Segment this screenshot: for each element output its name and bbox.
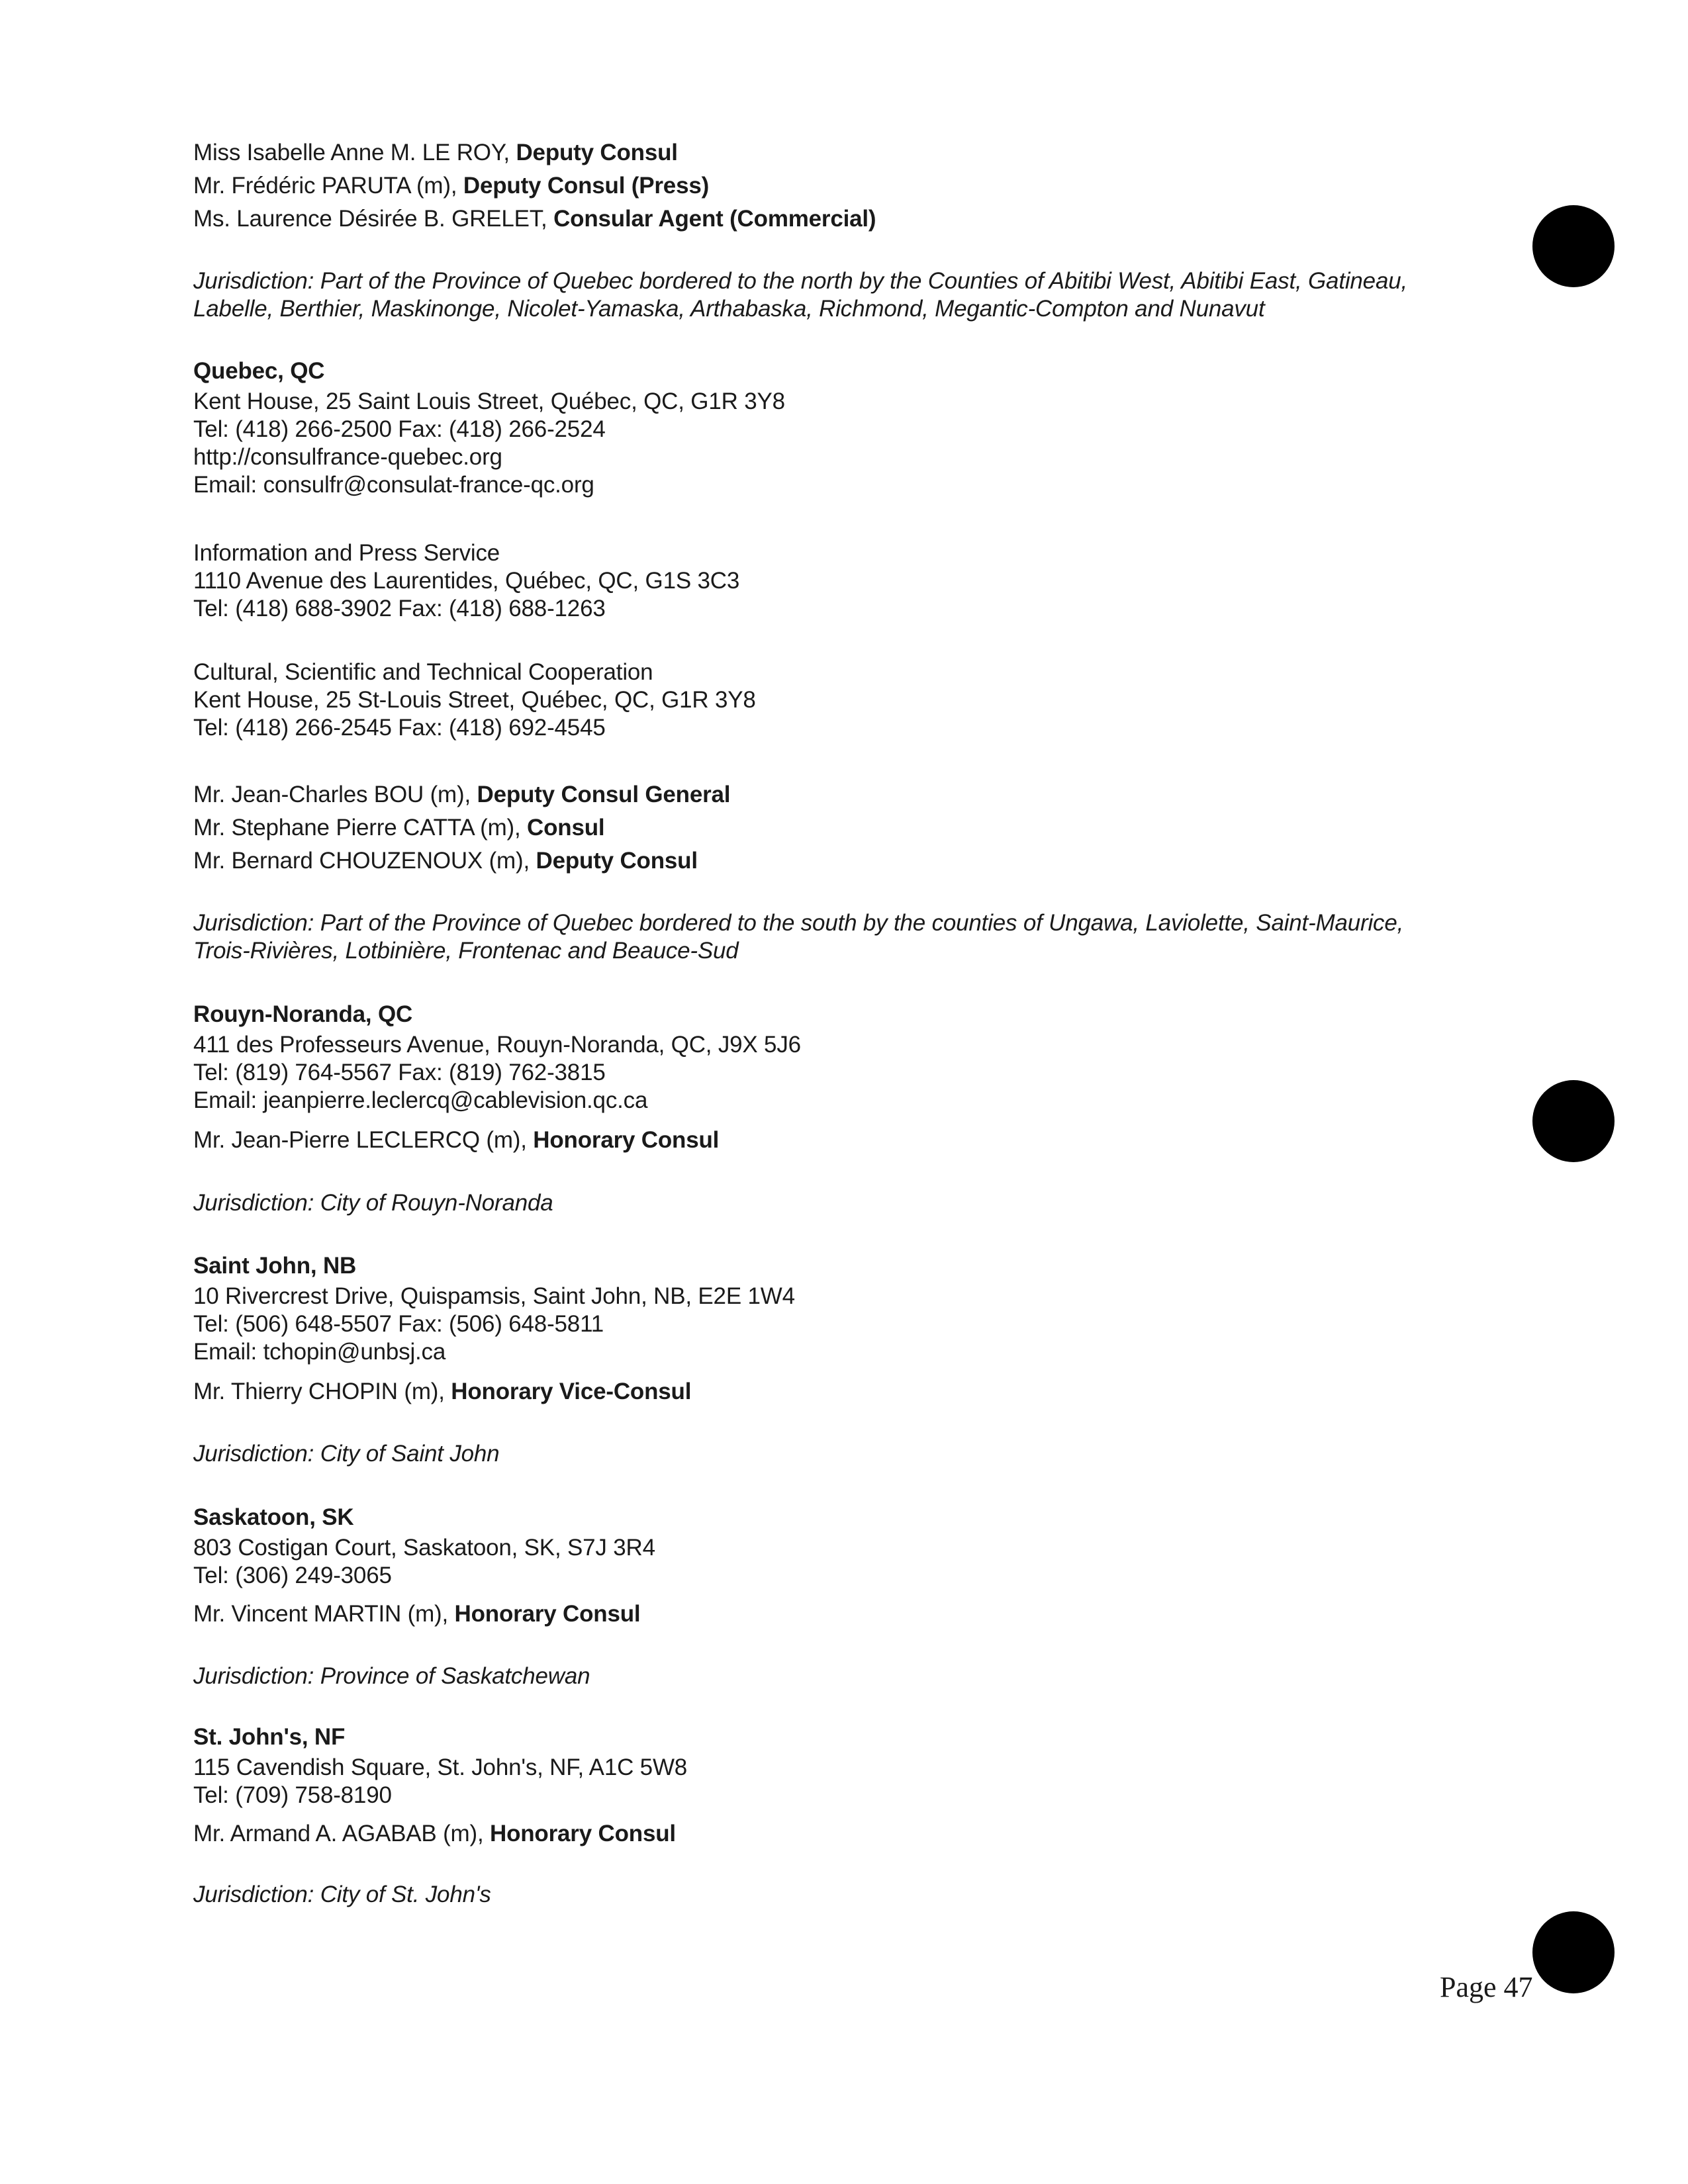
- official-name: Mr. Thierry CHOPIN (m),: [193, 1379, 451, 1404]
- official-title: Consul: [527, 815, 605, 841]
- official-line: [193, 1600, 640, 1628]
- official-line: [193, 172, 709, 200]
- consulate-heading: Saskatoon, SK: [193, 1504, 354, 1530]
- jurisdiction-text: Trois-Rivières, Lotbinière, Frontenac and Beauce-Sud: [193, 938, 739, 964]
- jurisdiction-text: Jurisdiction: Part of the Province of Quebec bordered to the south by the counties of Ungawa, Laviolette, Saint-Maurice,: [193, 910, 1404, 936]
- phone-line: Tel: (418) 266-2545 Fax: (418) 692-4545: [193, 715, 606, 741]
- official-name: Mr. Bernard CHOUZENOUX (m),: [193, 848, 536, 874]
- official-name: Miss Isabelle Anne M. LE ROY,: [193, 140, 516, 165]
- jurisdiction-text: Jurisdiction: Part of the Province of Quebec bordered to the north by the Counties of Abitibi West, Abitibi East, Gatineau,: [193, 268, 1408, 294]
- official-name: Mr. Vincent MARTIN (m),: [193, 1601, 455, 1627]
- jurisdiction-text: Jurisdiction: City of Rouyn-Noranda: [193, 1190, 553, 1216]
- official-name: Mr. Frédéric PARUTA (m),: [193, 173, 463, 199]
- punch-hole-icon: [1532, 1911, 1615, 1993]
- punch-hole-icon: [1532, 1080, 1615, 1162]
- section-title: Cultural, Scientific and Technical Cooperation: [193, 659, 653, 685]
- official-title: Honorary Vice-Consul: [451, 1379, 692, 1404]
- jurisdiction-text: Labelle, Berthier, Maskinonge, Nicolet-Yamaska, Arthabaska, Richmond, Megantic-Compton and Nunavut: [193, 296, 1265, 322]
- official-title: Deputy Consul General: [477, 782, 731, 807]
- official-line: [193, 847, 698, 875]
- consulate-heading: Saint John, NB: [193, 1253, 357, 1279]
- email-line[interactable]: Email: tchopin@unbsj.ca: [193, 1339, 446, 1365]
- phone-line: Tel: (709) 758-8190: [193, 1782, 392, 1808]
- section-title: Information and Press Service: [193, 540, 500, 566]
- address-line: 803 Costigan Court, Saskatoon, SK, S7J 3R4: [193, 1535, 655, 1561]
- jurisdiction-text: Jurisdiction: Province of Saskatchewan: [193, 1663, 590, 1689]
- consulate-heading: Quebec, QC: [193, 358, 325, 384]
- official-name: Mr. Armand A. AGABAB (m),: [193, 1821, 490, 1846]
- address-line: 10 Rivercrest Drive, Quispamsis, Saint John, NB, E2E 1W4: [193, 1283, 795, 1309]
- consulate-heading: St. John's, NF: [193, 1724, 346, 1750]
- official-title: Honorary Consul: [490, 1821, 676, 1846]
- phone-line: Tel: (506) 648-5507 Fax: (506) 648-5811: [193, 1311, 604, 1337]
- official-name: Ms. Laurence Désirée B. GRELET,: [193, 206, 554, 232]
- address-line: 411 des Professeurs Avenue, Rouyn-Noranda, QC, J9X 5J6: [193, 1032, 801, 1058]
- official-title: Deputy Consul (Press): [463, 173, 710, 199]
- official-title: Deputy Consul: [516, 140, 678, 165]
- jurisdiction-text: Jurisdiction: City of St. John's: [193, 1882, 491, 1907]
- official-title: Deputy Consul: [536, 848, 698, 874]
- official-title: Honorary Consul: [454, 1601, 641, 1627]
- punch-hole-icon: [1532, 205, 1615, 287]
- official-line: [193, 1126, 719, 1154]
- consulate-heading: Rouyn-Noranda, QC: [193, 1001, 413, 1027]
- phone-line: Tel: (418) 688-3902 Fax: (418) 688-1263: [193, 596, 606, 621]
- official-title: Consular Agent (Commercial): [553, 206, 876, 232]
- official-title: Honorary Consul: [533, 1127, 720, 1153]
- website-link[interactable]: http://consulfrance-quebec.org: [193, 444, 502, 470]
- official-name: Mr. Jean-Charles BOU (m),: [193, 782, 477, 807]
- official-line: [193, 1820, 676, 1848]
- page-number: Page 47: [1440, 1971, 1533, 2003]
- phone-line: Tel: (306) 249-3065: [193, 1563, 392, 1588]
- address-line: 115 Cavendish Square, St. John's, NF, A1C 5W8: [193, 1754, 688, 1780]
- official-line: [193, 1378, 691, 1406]
- address-line: 1110 Avenue des Laurentides, Québec, QC, G1S 3C3: [193, 568, 740, 594]
- official-line: [193, 781, 730, 809]
- phone-line: Tel: (819) 764-5567 Fax: (819) 762-3815: [193, 1060, 606, 1085]
- official-line: [193, 139, 678, 167]
- phone-line: Tel: (418) 266-2500 Fax: (418) 266-2524: [193, 416, 606, 442]
- email-line[interactable]: Email: consulfr@consulat-france-qc.org: [193, 472, 594, 498]
- email-line[interactable]: Email: jeanpierre.leclercq@cablevision.qc.ca: [193, 1087, 648, 1113]
- official-name: Mr. Stephane Pierre CATTA (m),: [193, 815, 528, 841]
- address-line: Kent House, 25 St-Louis Street, Québec, QC, G1R 3Y8: [193, 687, 756, 713]
- jurisdiction-text: Jurisdiction: City of Saint John: [193, 1441, 500, 1467]
- official-line: [193, 205, 876, 233]
- address-line: Kent House, 25 Saint Louis Street, Québec, QC, G1R 3Y8: [193, 388, 785, 414]
- official-name: Mr. Jean-Pierre LECLERCQ (m),: [193, 1127, 534, 1153]
- official-line: [193, 814, 604, 842]
